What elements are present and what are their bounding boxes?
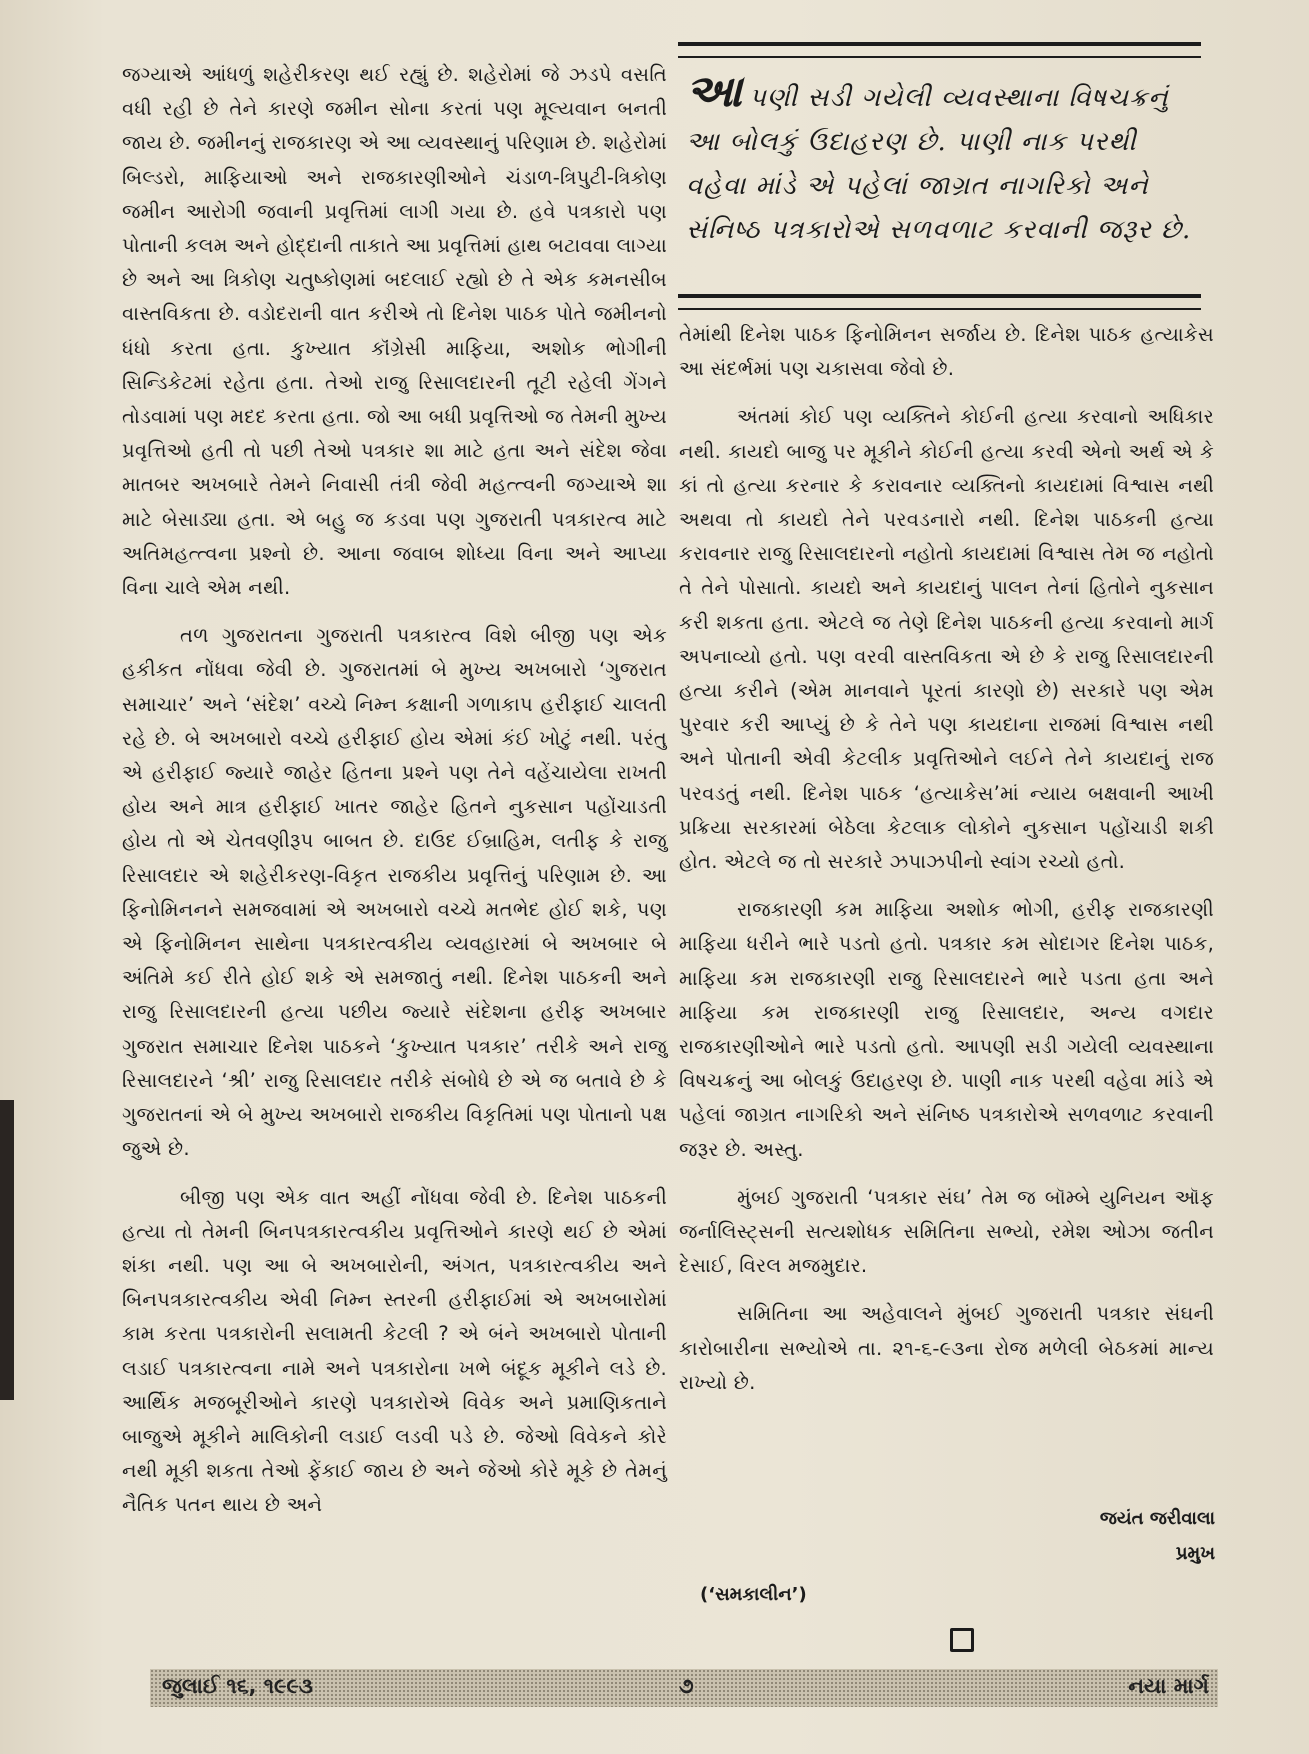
paragraph: અંતમાં કોઈ પણ વ્યક્તિને કોઈની હત્યા કરવાનો અધિકાર નથી. કાયદો બાજુ પર મૂકીને કોઈની હત્યા કરવી એનો અર્થ એ કે કાં તો હત્યા કરનાર કે કરાવનાર વ્યક્તિનો કાયદામાં વિશ્વાસ નથી અથવા તો કાયદો તેને પરવડનારો નથી. દિનેશ પાઠકની હત્યા કરાવનાર રાજુ રિસાલદારનો નહોતો કાયદામાં વિશ્વાસ તેમ જ નહોતો તે તેને પોસાતો. કાયદો અને કાયદાનું પાલન તેનાં હિતોને નુકસાન કરી શકતા હતા. એટલે જ તેણે દિનેશ પાઠકની હત્યા કરવાનો માર્ગ અપનાવ્યો હતો. પણ વરવી વાસ્તવિકતા એ છે કે રાજુ રિસાલદારની હત્યા કરીને (એમ માનવાને પૂરતાં કારણો છે) સરકારે પણ એમ પુરવાર કરી આપ્યું છે કે તેને પણ કાયદાના રાજમાં વિશ્વાસ નથી અને પોતાની એવી કેટલીક પ્રવૃત્તિઓને લઈને તેને કાયદાનું રાજ પરવડતું નથી. દિનેશ પાઠક ‘હત્યાકેસ’માં ન્યાય બક્ષવાની આખી પ્રક્રિયા સરકારમાં બેઠેલા કેટલાક લોકોને નુકસાન પહોંચાડી શકી હોત. એટલે જ તો સરકારે ઝપાઝપીનો સ્વાંગ રચ્યો હતો. (679, 405, 1214, 874)
left-column (122, 58, 667, 1523)
signature-title: પ્રમુખ (1175, 1543, 1215, 1564)
paragraph: રાજકારણી કમ માફિયા અશોક ભોગી, હરીફ રાજકારણી માફિયા ધરીને ભારે પડતો હતો. પત્રકાર કમ સોદાગર દિનેશ પાઠક, માફિયા કમ રાજકારણી રાજુ રિસાલદારને ભારે પડતા હતા અને માફિયા કમ રાજકારણી રાજુ રિસાલદાર, અન્ય વગદાર રાજકારણીઓને ભારે પડતો હતો. આપણી સડી ગયેલી વ્યવસ્થાના વિષચક્રનું આ બોલકું ઉદાહરણ છે. પાણી નાક પરથી વહેવા માંડે એ પહેલાં જાગ્રત નાગરિકો અને સંનિષ્ઠ પત્રકારોએ સળવળાટ કરવાની જરૂર છે. અસ્તુ. (679, 898, 1214, 1161)
pull-quote-text (686, 66, 1201, 252)
pull-quote-dropcap: આ (686, 66, 743, 117)
paragraph: તળ ગુજરાતના ગુજરાતી પત્રકારત્વ વિશે બીજી પણ એક હકીકત નોંધવા જેવી છે. ગુજરાતમાં બે મુખ્ય અખબારો ‘ગુજરાત સમાચાર’ અને ‘સંદેશ’ વચ્ચે નિમ્ન કક્ષાની ગળાકાપ હરીફાઈ ચાલતી રહે છે. બે અખબારો વચ્ચે હરીફાઈ હોય એમાં કંઈ ખોટું નથી. પરંતુ એ હરીફાઈ જ્યારે જાહેર હિતના પ્રશ્ને પણ તેને વહેંચાયેલા રાખતી હોય અને માત્ર હરીફાઈ ખાતર જાહેર હિતને નુકસાન પહોંચાડતી હોય તો એ ચેતવણીરૂપ બાબત છે. દાઉદ ઈબ્રાહિમ, લતીફ કે રાજુ રિસાલદાર એ શહેરીકરણ-વિકૃત રાજકીય પ્રવૃત્તિનું પરિણામ છે. આ ફિનોમિનનને સમજવામાં એ અખબારો વચ્ચે મતભેદ હોઈ શકે, પણ એ ફિનોમિનન સાથેના પત્રકારત્વકીય વ્યવહારમાં બે અખબાર બે અંતિમે કઈ રીતે હોઈ શકે એ સમજાતું નથી. દિનેશ પાઠકની અને રાજુ રિસાલદારની હત્યા પછીય જ્યારે સંદેશના હરીફ અખબાર ગુજરાત સમાચાર દિનેશ પાઠકને ‘કુખ્યાત પત્રકાર’ તરીકે અને રાજુ રિસાલદારને ‘શ્રી’ રાજુ રિસાલદાર તરીકે સંબોધે છે એ જ બતાવે છે કે ગુજરાતનાં એ બે મુખ્ય અખબારો રાજકીય વિકૃતિમાં પણ પોતાનો પક્ષ જુએ છે. (122, 624, 667, 1161)
pull-quote (678, 42, 1201, 308)
source-note: (‘સમકાલીન’) (700, 1584, 807, 1605)
pull-quote-top-rule (678, 42, 1201, 58)
paragraph: બીજી પણ એક વાત અહીં નોંધવા જેવી છે. દિનેશ પાઠકની હત્યા તો તેમની બિનપત્રકારત્વકીય પ્રવૃત્તિઓને કારણે થઈ છે એમાં શંકા નથી. પણ આ બે અખબારોની, અંગત, પત્રકારત્વકીય અને બિનપત્રકારત્વકીય એવી નિમ્ન સ્તરની હરીફાઈમાં એ અખબારોમાં કામ કરતા પત્રકારોની સલામતી કેટલી ? એ બંને અખબારો પોતાની લડાઈ પત્રકારત્વના નામે અને પત્રકારોના ખભે બંદૂક મૂકીને લડે છે. આર્થિક મજબૂરીઓને કારણે પત્રકારોએ વિવેક અને પ્રમાણિકતાને બાજુએ મૂકીને માલિકોની લડાઈ લડવી પડે છે. જેઓ વિવેકને કોરે નથી મૂકી શકતા તેઓ ફેંકાઈ જાય છે અને જેઓ કોરે મૂકે છે તેમનું નૈતિક પતન થાય છે અને (122, 1185, 667, 1517)
footer-date: જુલાઈ ૧૬, ૧૯૯૩ (162, 1674, 313, 1698)
paragraph: મુંબઈ ગુજરાતી ‘પત્રકાર સંઘ’ તેમ જ બૉમ્બે યુનિયન ઑફ જર્નાલિસ્ટ્સની સત્યશોધક સમિતિના સભ્યો, રમેશ ઓઝા જતીન દેસાઈ, વિરલ મજમુદાર. (679, 1185, 1214, 1278)
end-of-article-icon (950, 1628, 974, 1652)
page-number: ૭ (679, 1674, 694, 1698)
paragraph: સમિતિના આ અહેવાલને મુંબઈ ગુજરાતી પત્રકાર સંઘની કારોબારીના સભ્યોએ તા. ૨૧-૬-૯૩ના રોજ મળેલી બેઠકમાં માન્ય રાખ્યો છે. (679, 1302, 1214, 1394)
pull-quote-bottom-rule (678, 294, 1201, 310)
signature-name: જયંત જરીવાલા (1099, 1508, 1215, 1529)
magazine-name: નયા માર્ગ (1128, 1674, 1209, 1698)
paragraph: તેમાંથી દિનેશ પાઠક ફિનોમિનન સર્જાય છે. દિનેશ પાઠક હત્યાકેસ આ સંદર્ભમાં પણ ચકાસવા જેવો છે. (679, 323, 1214, 381)
binding-edge (0, 1100, 14, 1400)
paragraph: જગ્યાએ આંધળું શહેરીકરણ થઈ રહ્યું છે. શહેરોમાં જે ઝડપે વસતિ વધી રહી છે તેને કારણે જમીન સોના કરતાં પણ મૂલ્યવાન બનતી જાય છે. જમીનનું રાજકારણ એ આ વ્યવસ્થાનું પરિણામ છે. શહેરોમાં બિલ્ડરો, માફિયાઓ અને રાજકારણીઓને ચંડાળ-ત્રિપુટી-ત્રિકોણ જમીન આરોગી જવાની પ્રવૃત્તિમાં લાગી ગયા છે. હવે પત્રકારો પણ પોતાની કલમ અને હોદ્દાની તાકાતે આ પ્રવૃત્તિમાં હાથ બટાવવા લાગ્યા છે અને આ ત્રિકોણ ચતુષ્કોણમાં બદલાઈ રહ્યો છે તે એક કમનસીબ વાસ્તવિકતા છે. વડોદરાની વાત કરીએ તો દિનેશ પાઠક પોતે જમીનનો ધંધો કરતા હતા. કુખ્યાત કૉંગ્રેસી માફિયા, અશોક ભોગીની સિન્ડિકેટમાં રહેતા હતા. તેઓ રાજુ રિસાલદારની તૂટી રહેલી ગેંગને તોડવામાં પણ મદદ કરતા હતા. જો આ બધી પ્રવૃત્તિઓ જ તેમની મુખ્ય પ્રવૃત્તિઓ હતી તો પછી તેઓ પત્રકાર શા માટે હતા અને સંદેશ જેવા માતબર અખબારે તેમને નિવાસી તંત્રી જેવી મહત્ત્વની જગ્યાએ શા માટે બેસાડ્યા હતા. એ બહુ જ કડવા પણ ગુજરાતી પત્રકારત્વ માટે અતિમહત્ત્વના પ્રશ્નો છે. આના જવાબ શોધ્યા વિના અને આપ્યા વિના ચાલે એમ નથી. (122, 63, 667, 600)
pull-quote-body: પણી સડી ગયેલી વ્યવસ્થાના વિષચક્રનું આ બોલકું ઉદાહરણ છે. પાણી નાક પરથી વહેવા માંડે એ પહેલાં જાગ્રત નાગરિકો અને સંનિષ્ઠ પત્રકારોએ સળવળાટ કરવાની જરૂર છે. (686, 83, 1192, 245)
right-column (679, 318, 1214, 1400)
